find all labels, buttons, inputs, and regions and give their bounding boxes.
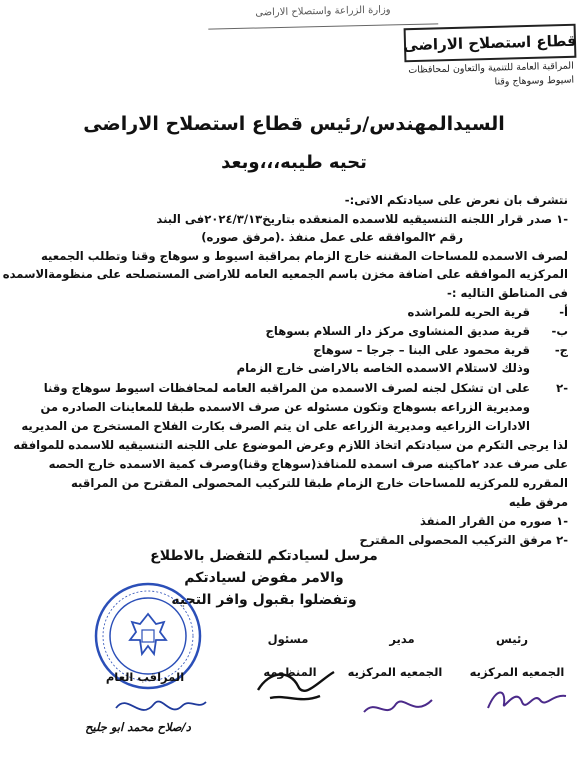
list-marker-c: ج- bbox=[554, 343, 568, 357]
body-line: الادارات الزراعيه ومديرية الزراعه على ان يتم الصرف بكارت الفلاح المستخرج من المديريه bbox=[21, 419, 530, 433]
list-marker-a: أ- bbox=[559, 305, 568, 319]
director-org: الجمعيه المركزيه bbox=[347, 665, 443, 679]
head-signature bbox=[482, 682, 572, 718]
village-item: قرية الحريه للمراشده bbox=[407, 305, 530, 319]
body-line: المقرره للمركزيه للمساحات خارج الزمام طبقا للتركيب المحصولى المقترح من المراقبه bbox=[71, 476, 568, 490]
head-org: الجمعيه المركزيه bbox=[469, 665, 565, 679]
body-line: وذلك لاستلام الاسمده الخاصه بالاراضى خارج الزمام bbox=[236, 361, 530, 375]
ministry-header-line: وزارة الزراعة واستصلاح الاراضى bbox=[208, 0, 439, 30]
closing-line-2: والامر مفوض لسيادتكم bbox=[184, 570, 344, 586]
body-line: فى المناطق التاليه :- bbox=[447, 286, 568, 300]
list-marker-b: ب- bbox=[551, 324, 568, 338]
closing-line-1: مرسل لسيادتكم للتفضل بالاطلاع bbox=[150, 548, 378, 564]
sector-title-box: قطاع استصلاح الاراضى bbox=[404, 24, 577, 62]
list-marker-2: -٢ bbox=[556, 381, 568, 395]
body-line: ومديرية الزراعه بسوهاج وتكون مسئوله عن صرف الاسمده طبقا للمعاينات الصادره من bbox=[40, 400, 530, 414]
body-request: لذا يرجى التكرم من سيادتكم اتخاذ اللازم وعرض الموضوع على اللجنه التنسيقيه للاسمده للموافقه bbox=[13, 438, 568, 452]
official-org: المنظومه bbox=[263, 665, 317, 679]
monitoring-subtitle bbox=[384, 60, 575, 93]
director-title: مدير bbox=[389, 632, 415, 646]
attachments-heading: مرفق طيه bbox=[508, 495, 568, 509]
village-item: قرية صديق المنشاوى مركز دار السلام بسوهاج bbox=[265, 324, 530, 338]
attachment-2: -٢ مرفق التركيب المحصولى المقترح bbox=[359, 533, 568, 547]
body-line: رقم ٢الموافقه على عمل منفذ .(مرفق صوره) bbox=[201, 230, 463, 244]
body-item-2: على ان تشكل لجنه لصرف الاسمده من المراقبه العامه لمحافظات اسيوط سوهاج وقنا bbox=[43, 381, 530, 395]
head-title: رئيس bbox=[496, 632, 528, 646]
general-monitor-title: المراقب العام bbox=[105, 670, 185, 684]
body-item-1: -١ صدر قرار اللجنه التنسيقيه للاسمده المنعقده بتاريخ٢٠٢٤/٣/١٣فى البند bbox=[156, 212, 568, 226]
general-monitor-name: د/صلاح محمد ابو جليح bbox=[85, 720, 191, 734]
official-signature bbox=[250, 660, 340, 710]
subtitle-line-2: اسيوط وسوهاج وقنا bbox=[494, 74, 575, 88]
body-line: على صرف عدد ٢ماكينه صرف اسمده للمنافذ(سوهاج وقنا)وصرف كمية الاسمده خارج الحصه bbox=[48, 457, 568, 471]
body-intro: نتشرف بان نعرض على سيادتكم الاتى:- bbox=[344, 193, 568, 207]
body-line: لصرف الاسمده للمساحات المقننه خارج الزمام بمراقبة اسيوط و سوهاج وقنا وتطلب الجمعيه bbox=[40, 249, 568, 263]
attachment-1: -١ صوره من القرار المنفذ bbox=[419, 514, 568, 528]
letter-addressee: السيدالمهندس/رئيس قطاع استصلاح الاراضى bbox=[83, 113, 505, 135]
director-signature bbox=[358, 690, 438, 724]
closing-line-3: وتفضلوا بقبول وافر التحيه bbox=[171, 592, 357, 608]
official-title: مسئول bbox=[267, 632, 309, 646]
body-line: المركزيه الموافقه على اضافة مخزن باسم الجمعيه العامه للاراضى المستصلحه على منظومةالاسمده bbox=[2, 267, 568, 281]
subtitle-line-1: المراقبة العامة للتنمية والتعاون لمحافظات bbox=[408, 60, 574, 76]
village-item: قرية محمود على البنا – جرجا – سوهاج bbox=[313, 343, 530, 357]
letter-greeting: تحيه طيبه،،،وبعد bbox=[221, 152, 367, 173]
